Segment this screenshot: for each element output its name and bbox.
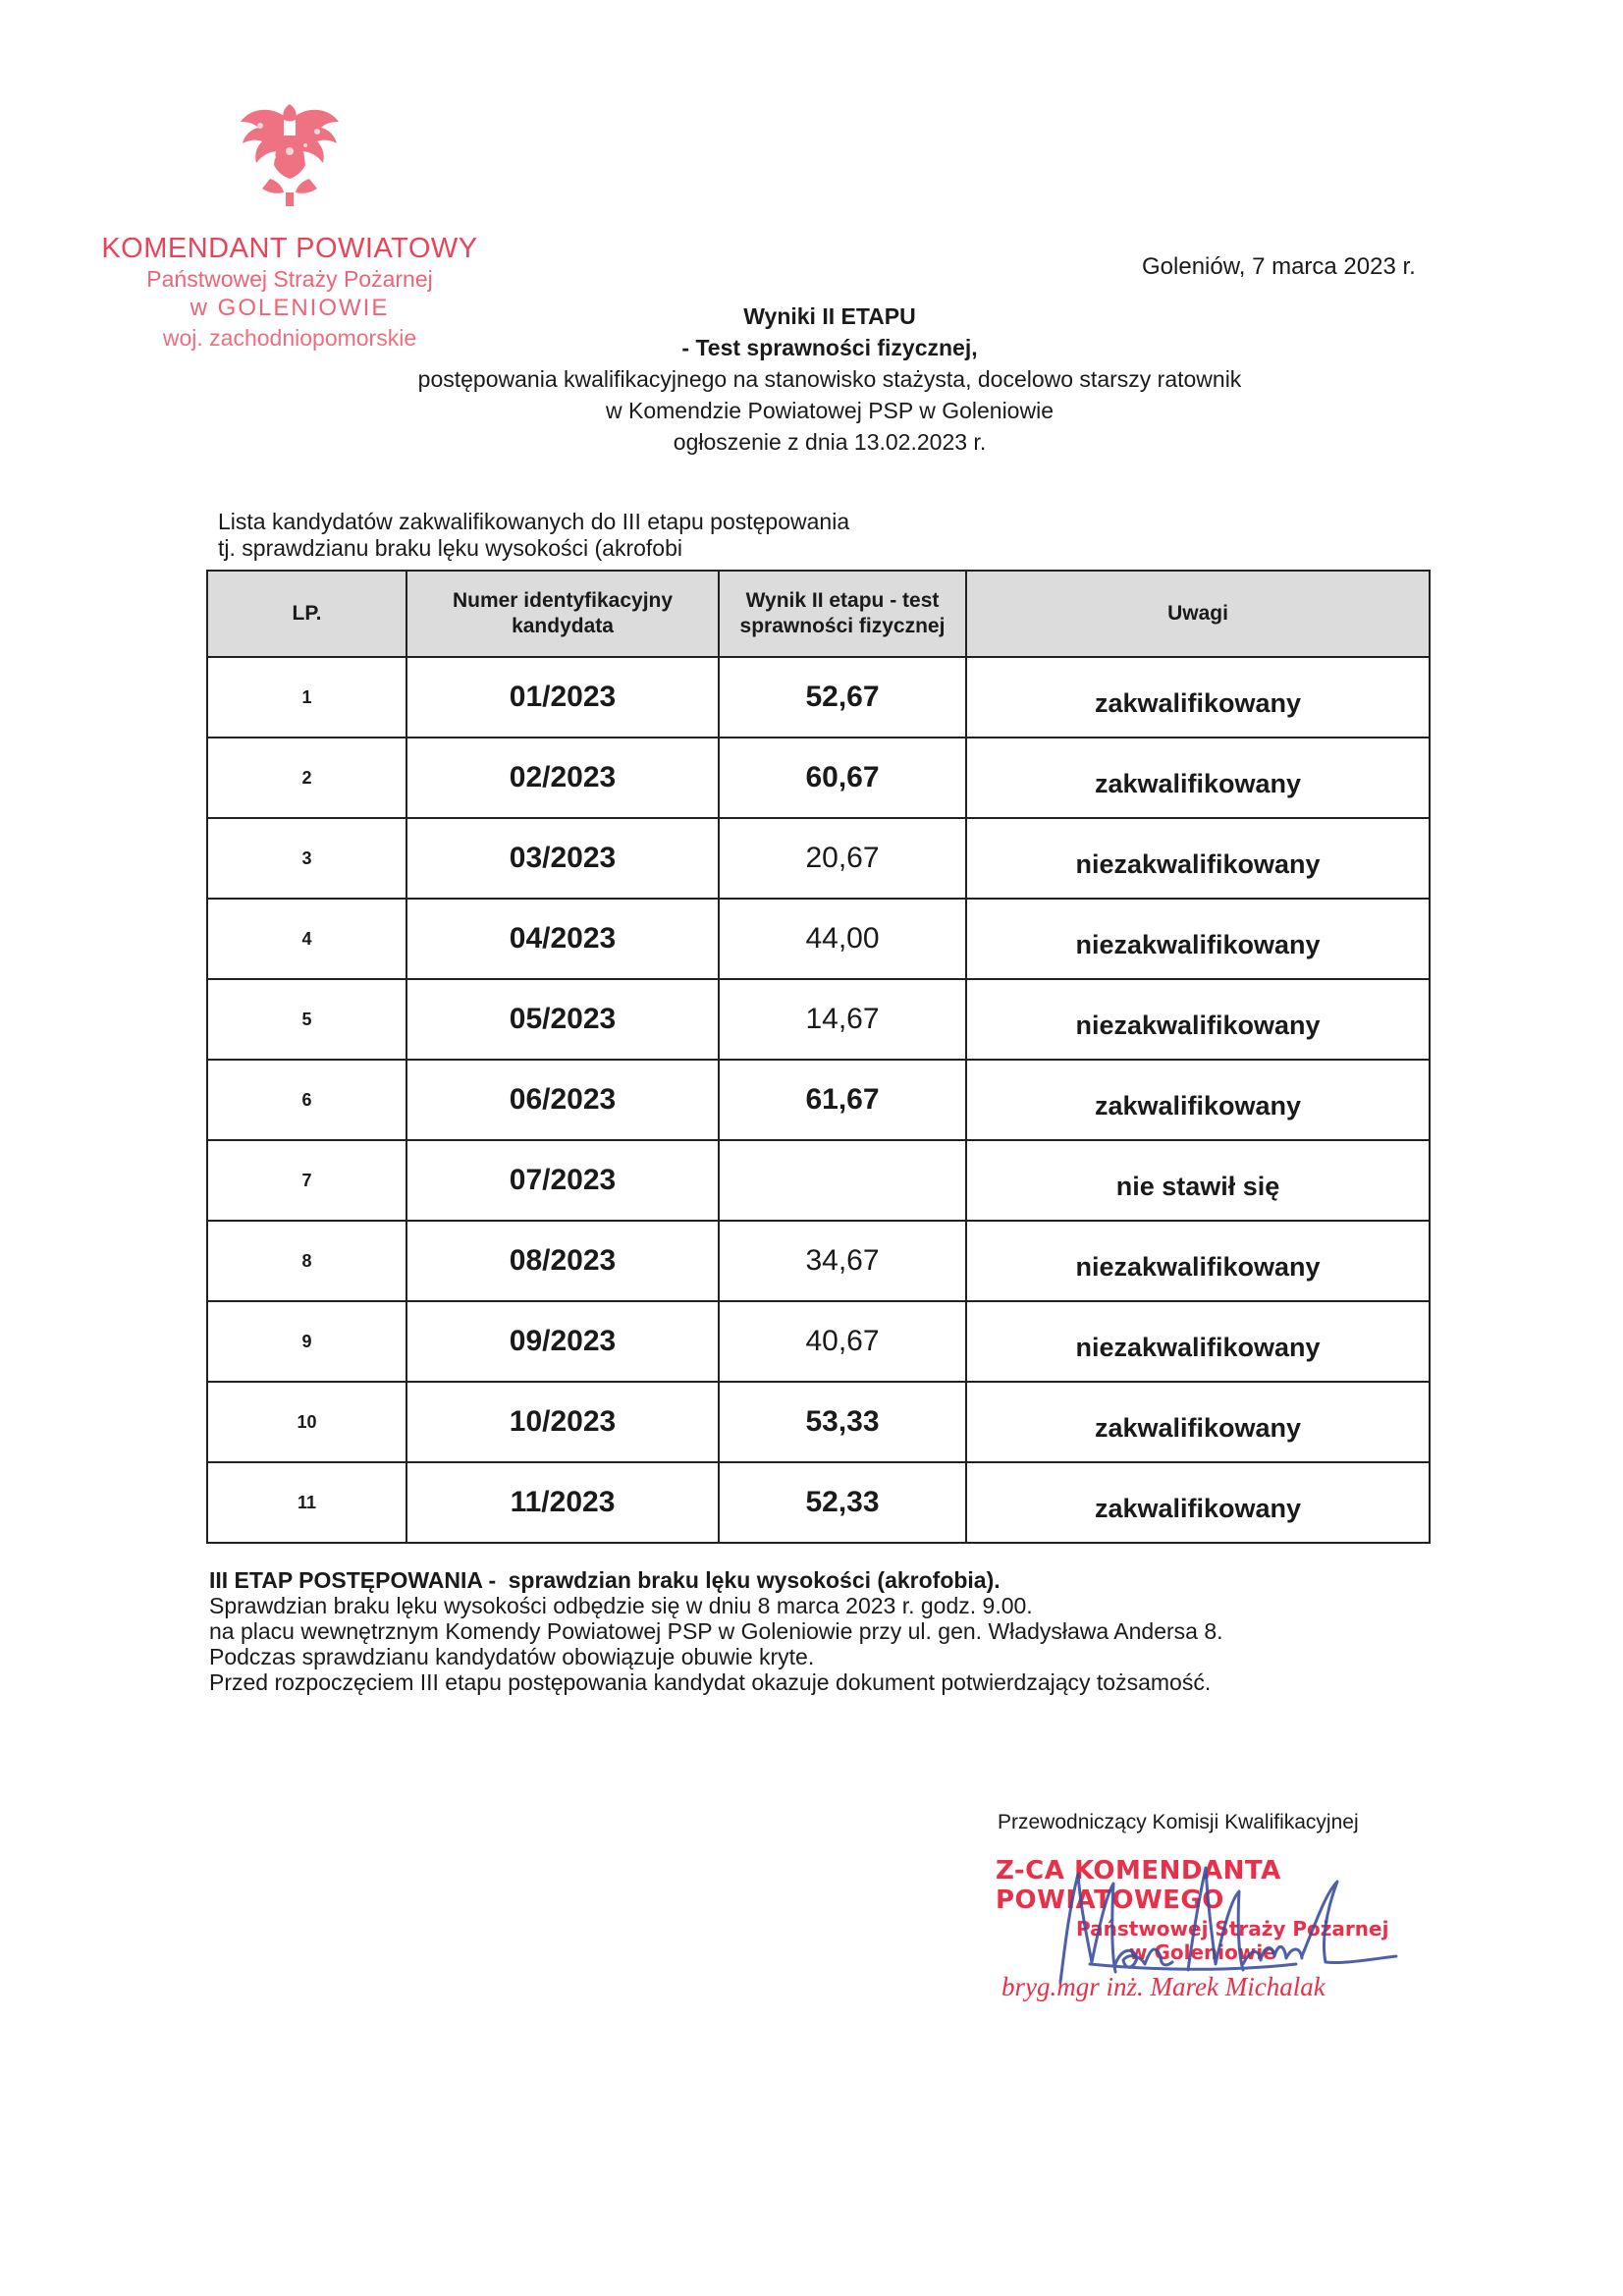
stage-3-info xyxy=(209,1567,1223,1695)
stage-3-line-4: Podczas sprawdzianu kandydatów obowiązuje obuwie kryte. xyxy=(209,1644,815,1669)
cell-candidate-id: 08/2023 xyxy=(406,1221,719,1301)
cell-remarks: zakwalifikowany xyxy=(966,738,1430,818)
cell-score: 52,33 xyxy=(719,1462,966,1543)
table-row xyxy=(207,1301,1430,1382)
heading-title: Wyniki II ETAPU xyxy=(743,303,916,329)
cell-score: 52,67 xyxy=(719,657,966,738)
header-lp: LP. xyxy=(207,571,406,657)
stamp-line-4: woj. zachodniopomorskie xyxy=(162,325,417,351)
table-row xyxy=(207,899,1430,979)
cell-remarks: niezakwalifikowany xyxy=(966,818,1430,899)
intro-line-1: Lista kandydatów zakwalifikowanych do III etapu postępowania xyxy=(218,509,850,534)
cell-lp: 5 xyxy=(207,979,406,1060)
heading-line-3: postępowania kwalifikacyjnego na stanowisko stażysta, docelowo starszy ratownik xyxy=(417,366,1242,392)
handwritten-signature-icon xyxy=(1031,1854,1424,1992)
cell-lp: 6 xyxy=(207,1060,406,1140)
stage-3-line-2: Sprawdzian braku lęku wysokości odbędzie się w dniu 8 marca 2023 r. godz. 9.00. xyxy=(209,1593,1033,1618)
signatory-stamp-line-3: w Goleniowie xyxy=(1129,1941,1276,1964)
cell-candidate-id: 03/2023 xyxy=(406,818,719,899)
stage-3-title-rest: sprawdzian braku lęku wysokości (akrofobia). xyxy=(508,1567,1001,1593)
cell-remarks: niezakwalifikowany xyxy=(966,899,1430,979)
signatory-name: bryg.mgr inż. Marek Michalak xyxy=(1001,1972,1325,2001)
cell-candidate-id: 10/2023 xyxy=(406,1382,719,1462)
header-candidate-id: Numer identyfikacyjny kandydata xyxy=(406,571,719,657)
table-row xyxy=(207,1462,1430,1543)
cell-remarks: zakwalifikowany xyxy=(966,1462,1430,1543)
cell-score: 40,67 xyxy=(719,1301,966,1382)
cell-remarks: niezakwalifikowany xyxy=(966,979,1430,1060)
cell-score: 14,67 xyxy=(719,979,966,1060)
cell-score: 20,67 xyxy=(719,818,966,899)
cell-score: 60,67 xyxy=(719,738,966,818)
list-intro xyxy=(218,509,849,562)
cell-lp: 8 xyxy=(207,1221,406,1301)
cell-score: 61,67 xyxy=(719,1060,966,1140)
table-row xyxy=(207,818,1430,899)
cell-candidate-id: 05/2023 xyxy=(406,979,719,1060)
cell-score: 34,67 xyxy=(719,1221,966,1301)
cell-candidate-id: 02/2023 xyxy=(406,738,719,818)
header-remarks: Uwagi xyxy=(966,571,1430,657)
table-row xyxy=(207,738,1430,818)
cell-candidate-id: 04/2023 xyxy=(406,899,719,979)
header-score: Wynik II etapu - test sprawności fizycznej xyxy=(719,571,966,657)
stage-3-line-3: na placu wewnętrznym Komendy Powiatowej PSP w Goleniowie przy ul. gen. Władysława Andersa 8. xyxy=(209,1618,1223,1644)
cell-remarks: zakwalifikowany xyxy=(966,1060,1430,1140)
cell-lp: 10 xyxy=(207,1382,406,1462)
cell-lp: 7 xyxy=(207,1140,406,1221)
heading-line-4: w Komendzie Powiatowej PSP w Goleniowie xyxy=(606,398,1054,423)
cell-lp: 11 xyxy=(207,1462,406,1543)
cell-candidate-id: 01/2023 xyxy=(406,657,719,738)
table-row xyxy=(207,1221,1430,1301)
cell-remarks: nie stawił się xyxy=(966,1140,1430,1221)
table-header-row xyxy=(207,571,1430,657)
cell-candidate-id: 07/2023 xyxy=(406,1140,719,1221)
stamp-line-1: KOMENDANT POWIATOWY xyxy=(101,233,478,264)
heading-subtitle: - Test sprawności fizycznej, xyxy=(681,335,978,360)
stage-3-title xyxy=(209,1567,1223,1593)
intro-line-2: tj. sprawdzianu braku lęku wysokości (akrofobi xyxy=(218,535,682,561)
cell-candidate-id: 06/2023 xyxy=(406,1060,719,1140)
signatory-stamp-line-2: Państwowej Straży Pożarnej xyxy=(1076,1917,1389,1941)
table-row xyxy=(207,1060,1430,1140)
stamp-line-2: Państwowej Straży Pożarnej xyxy=(146,266,433,292)
cell-lp: 4 xyxy=(207,899,406,979)
stage-3-line-5: Przed rozpoczęciem III etapu postępowania kandydat okazuje dokument potwierdzający tożsamość. xyxy=(209,1669,1212,1695)
cell-score: 53,33 xyxy=(719,1382,966,1462)
document-date: Goleniów, 7 marca 2023 r. xyxy=(1142,253,1416,280)
cell-score xyxy=(719,1140,966,1221)
cell-remarks: zakwalifikowany xyxy=(966,1382,1430,1462)
heading-line-5: ogłoszenie z dnia 13.02.2023 r. xyxy=(673,429,987,455)
table-row xyxy=(207,1140,1430,1221)
stamp-line-3: w GOLENIOWIE xyxy=(189,295,390,321)
signatory-title: Przewodniczący Komisji Kwalifikacyjnej xyxy=(998,1811,1359,1833)
table-row xyxy=(207,1382,1430,1462)
stage-3-title-bold: III ETAP POSTĘPOWANIA - xyxy=(209,1567,497,1593)
table-row xyxy=(207,979,1430,1060)
cell-lp: 2 xyxy=(207,738,406,818)
cell-lp: 9 xyxy=(207,1301,406,1382)
cell-remarks: zakwalifikowany xyxy=(966,657,1430,738)
cell-candidate-id: 09/2023 xyxy=(406,1301,719,1382)
eagle-emblem-icon xyxy=(231,96,349,216)
table-row xyxy=(207,657,1430,738)
cell-score: 44,00 xyxy=(719,899,966,979)
cell-remarks: niezakwalifikowany xyxy=(966,1221,1430,1301)
signatory-stamp-line-1: Z-CA KOMENDANTA POWIATOWEGO xyxy=(996,1856,1281,1915)
document-heading xyxy=(373,301,1286,458)
cell-lp: 3 xyxy=(207,818,406,899)
cell-remarks: niezakwalifikowany xyxy=(966,1301,1430,1382)
cell-lp: 1 xyxy=(207,657,406,738)
results-table xyxy=(206,570,1431,1544)
cell-candidate-id: 11/2023 xyxy=(406,1462,719,1543)
